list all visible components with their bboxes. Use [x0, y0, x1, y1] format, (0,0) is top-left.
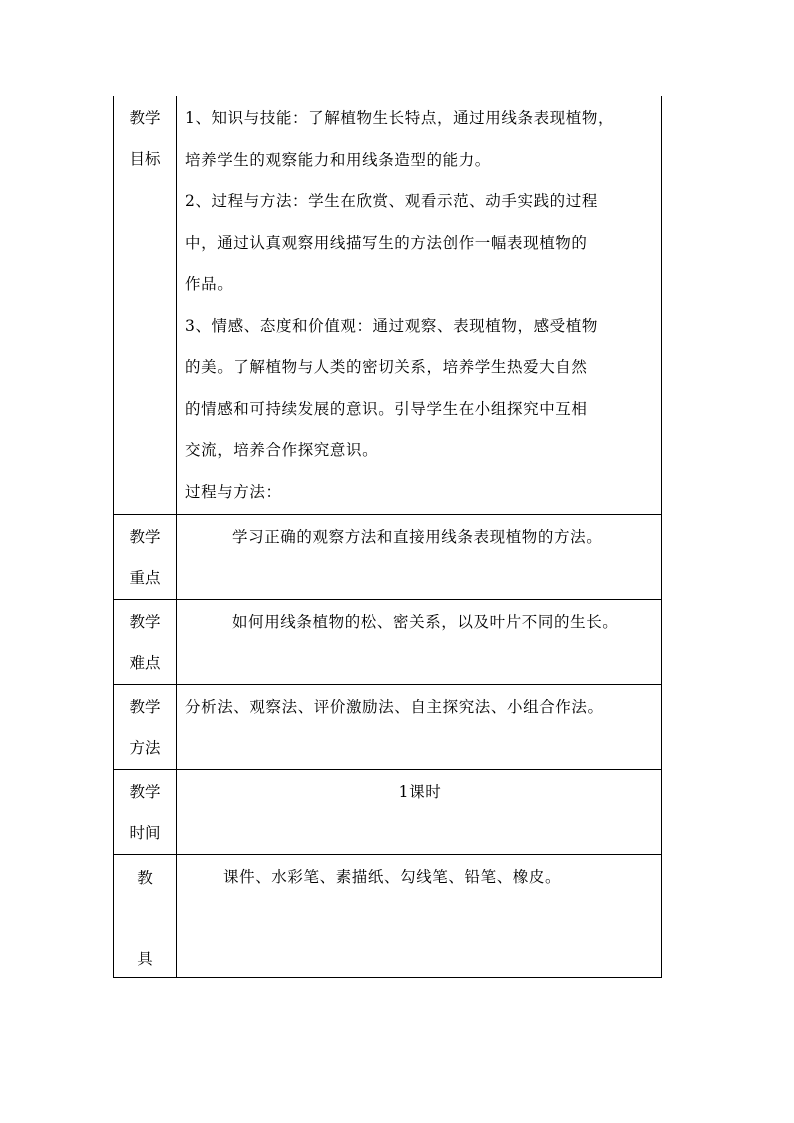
objective-line: 的美。了解植物与人类的密切关系，培养学生热爱大自然 — [185, 358, 588, 376]
label-line: 具 — [137, 949, 153, 968]
label-line: 方法 — [129, 738, 161, 757]
table-row — [114, 599, 662, 684]
objective-line: 2、过程与方法：学生在欣赏、观看示范、动手实践的过程 — [185, 192, 598, 210]
row-label-difficulties — [114, 599, 177, 684]
table-row — [114, 854, 662, 977]
label-line: 教 — [137, 868, 153, 887]
objective-line: 交流，培养合作探究意识。 — [185, 441, 379, 459]
table-row — [114, 514, 662, 599]
label-line: 教学 — [129, 697, 161, 716]
label-line: 目标 — [129, 150, 161, 168]
content-text: 课件、水彩笔、素描纸、勾线笔、铅笔、橡皮。 — [223, 867, 562, 886]
table-row — [114, 96, 662, 514]
objective-line: 作品。 — [185, 275, 234, 293]
objective-line: 过程与方法： — [185, 482, 282, 501]
difficulties-content — [177, 599, 662, 684]
row-label-time — [114, 769, 177, 854]
label-line: 教学 — [129, 782, 161, 801]
content-text: 分析法、观察法、评价激励法、自主探究法、小组合作法。 — [185, 697, 604, 716]
label-line: 教学 — [129, 527, 161, 546]
row-label-teaching-aids — [114, 854, 177, 977]
table-row — [114, 684, 662, 769]
table-row — [114, 769, 662, 854]
label-line: 时间 — [129, 823, 161, 842]
methods-content — [177, 684, 662, 769]
teaching-aids-content — [177, 854, 662, 977]
key-points-content — [177, 514, 662, 599]
lesson-plan-table — [113, 96, 662, 978]
objective-line: 3、情感、态度和价值观：通过观察、表现植物，感受植物 — [185, 316, 598, 335]
content-text: 如何用线条植物的松、密关系，以及叶片不同的生长。 — [232, 612, 619, 631]
content-text: 1课时 — [398, 782, 442, 801]
label-line: 教学 — [129, 612, 161, 631]
row-label-objectives — [114, 96, 177, 514]
row-label-key-points — [114, 514, 177, 599]
label-line: 难点 — [129, 653, 161, 672]
time-content — [177, 769, 662, 854]
objectives-content — [177, 96, 662, 514]
objective-line: 的情感和可持续发展的意识。引导学生在小组探究中互相 — [185, 399, 588, 418]
label-line: 重点 — [129, 568, 161, 587]
objective-line: 中，通过认真观察用线描写生的方法创作一幅表现植物的 — [185, 233, 588, 252]
content-text: 学习正确的观察方法和直接用线条表现植物的方法。 — [232, 527, 603, 546]
row-label-methods — [114, 684, 177, 769]
objective-line: 培养学生的观察能力和用线条造型的能力。 — [185, 150, 491, 169]
label-line: 教学 — [129, 109, 161, 127]
objective-line: 1、知识与技能：了解植物生长特点，通过用线条表现植物， — [185, 109, 615, 127]
